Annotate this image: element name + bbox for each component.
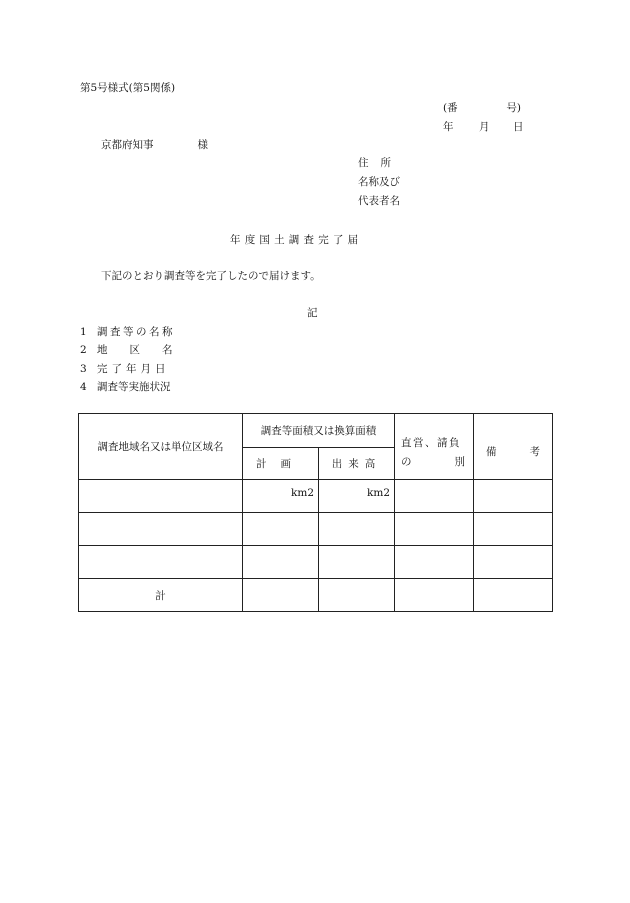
plan-header: 計画 [243, 448, 319, 480]
table-header-row [79, 414, 553, 448]
document-title: 年度国土調査完了届 [230, 234, 363, 246]
table-row [79, 513, 553, 546]
date-year-label: 年 [443, 121, 454, 133]
direct-header-betsu: 別 [454, 456, 465, 468]
item-number: 3 [80, 363, 87, 375]
address-label: 住所 [358, 157, 403, 169]
number-close: 号) [506, 102, 521, 114]
area-name-header: 調査地域名又は単位区域名 [79, 414, 243, 480]
unit-label: km2 [291, 487, 314, 499]
item-label: 完了年月日 [97, 363, 170, 375]
name-label: 名称及び [358, 176, 400, 188]
direct-cell [395, 513, 474, 546]
addressee [101, 140, 208, 151]
actual-cell [319, 546, 395, 579]
date-day-label: 日 [513, 121, 524, 133]
direct-cell [395, 546, 474, 579]
direct-header-no: の [401, 456, 412, 468]
total-label-cell: 計 [79, 579, 243, 612]
area-name-cell [79, 480, 243, 513]
remarks-total-cell [474, 579, 553, 612]
direct-total-cell [395, 579, 474, 612]
item-label: 地区名 [97, 344, 195, 356]
remarks-header-a: 備 [486, 446, 497, 458]
plan-cell [243, 546, 319, 579]
actual-cell [319, 480, 395, 513]
table-row [79, 480, 553, 513]
table-row [79, 546, 553, 579]
direct-header-line1: 直営、請負 [401, 437, 461, 449]
remarks-header-b: 考 [529, 446, 540, 458]
list-item [80, 345, 195, 356]
implementation-status-table [78, 413, 553, 612]
plan-cell [243, 480, 319, 513]
plan-cell [243, 513, 319, 546]
form-number-label: 第5号様式(第5関係) [80, 82, 176, 94]
addressee-honorific: 様 [197, 139, 208, 151]
area-name-cell [79, 513, 243, 546]
direct-cell [395, 480, 474, 513]
direct-or-contract-header [395, 414, 474, 480]
item-number: 1 [80, 326, 87, 338]
representative-label: 代表者名 [358, 195, 400, 207]
ki-heading: 記 [307, 307, 318, 319]
remarks-header [474, 414, 553, 480]
unit-label: km2 [367, 487, 390, 499]
item-number: 4 [80, 381, 87, 393]
intro-text: 下記のとおり調査等を完了したので届けます。 [101, 270, 321, 282]
table-total-row [79, 579, 553, 612]
actual-total-cell [319, 579, 395, 612]
remarks-cell [474, 480, 553, 513]
remarks-cell [474, 513, 553, 546]
area-name-cell [79, 546, 243, 579]
addressee-name: 京都府知事 [101, 139, 154, 151]
item-number: 2 [80, 344, 87, 356]
list-item [80, 382, 171, 393]
list-item [80, 364, 170, 375]
number-open: (番 [443, 102, 458, 114]
plan-total-cell [243, 579, 319, 612]
remarks-cell [474, 546, 553, 579]
list-item [80, 327, 175, 338]
item-label: 調査等の名称 [97, 326, 175, 338]
date-month-label: 月 [479, 121, 490, 133]
item-label: 調査等実施状況 [97, 381, 171, 393]
area-size-header: 調査等面積又は換算面積 [243, 414, 395, 448]
actual-header: 出来高 [319, 448, 395, 480]
actual-cell [319, 513, 395, 546]
